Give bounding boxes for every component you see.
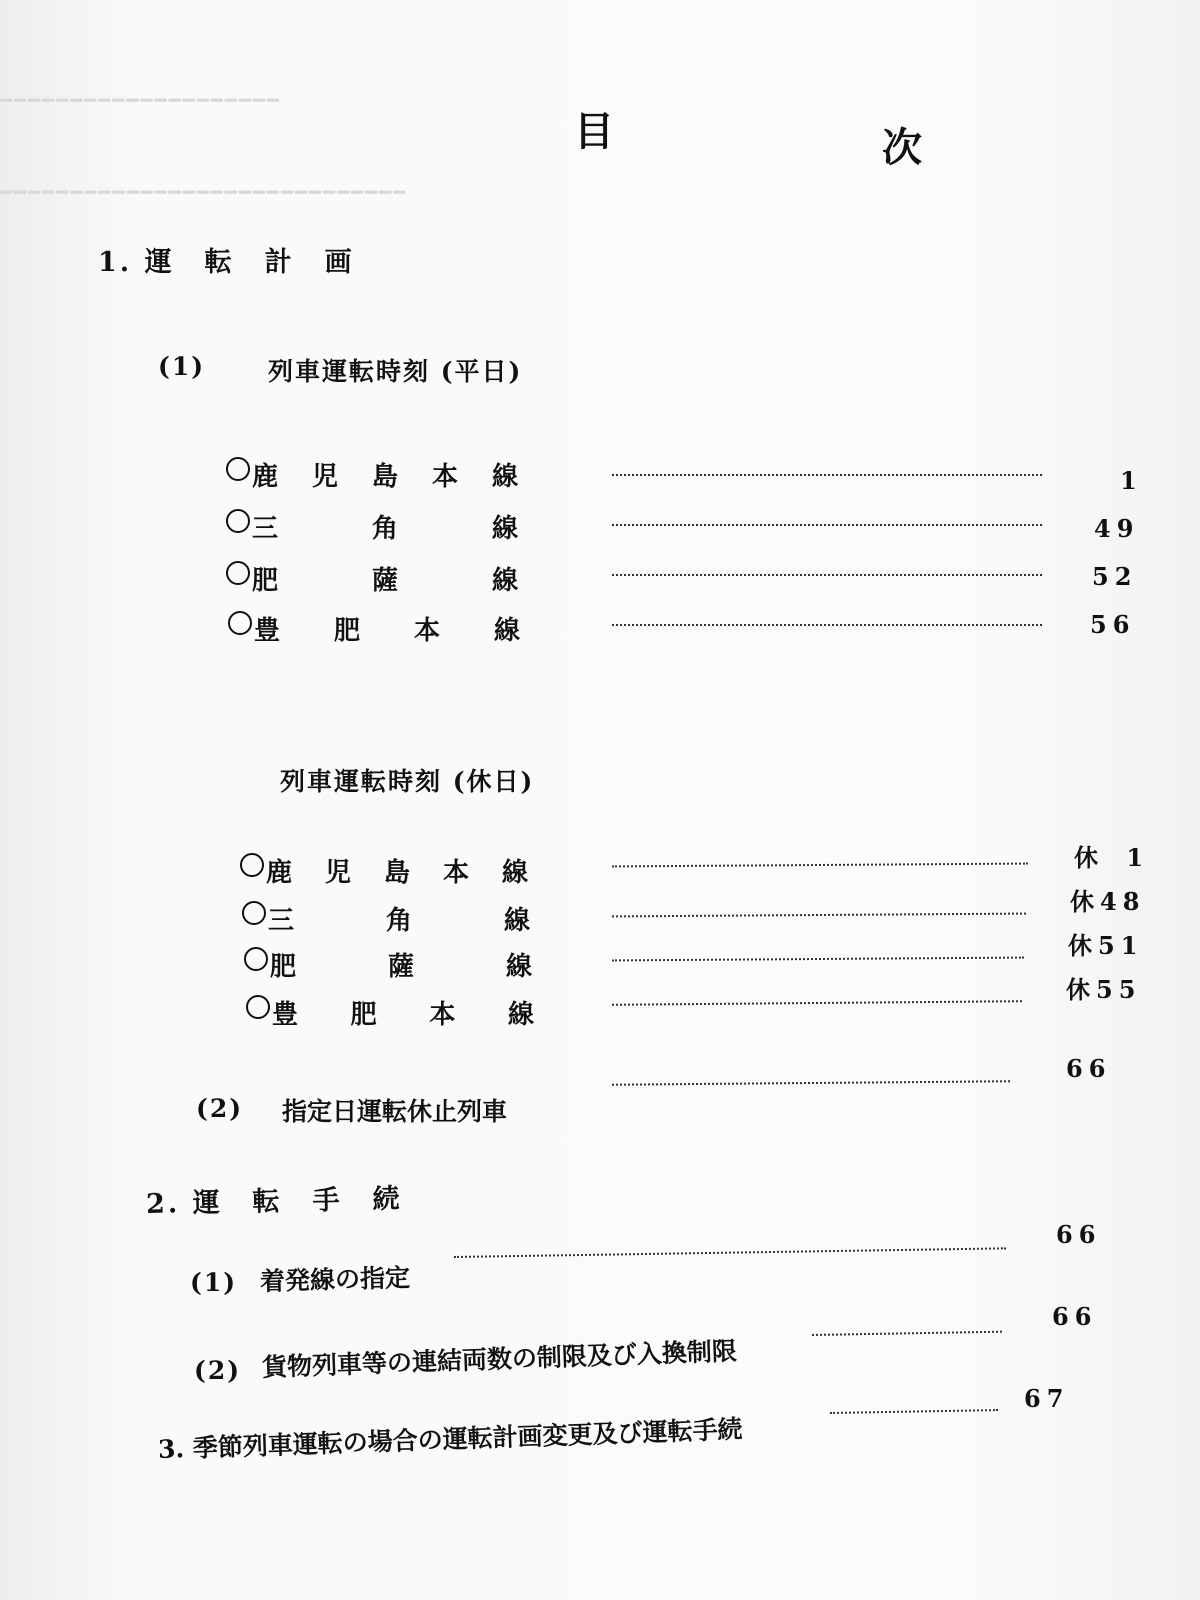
toc-entry-kagoshima-holiday[interactable] (240, 852, 530, 889)
entry-char: 鹿 (252, 462, 279, 492)
page-number: 休 1 (1074, 843, 1154, 872)
toc-entry-misumi-holiday[interactable] (242, 900, 532, 937)
section-1-2-heading: 指定日運転休止列車 (282, 1097, 508, 1126)
bleed-through-text: ━━━━━━━━━━━━━━━━━━━━ (0, 88, 281, 112)
dot-leader (612, 574, 1042, 576)
section-2-2-label: (2) (194, 1356, 242, 1385)
entry-char: 島 (383, 858, 410, 888)
toc-entry-hohi[interactable] (228, 610, 528, 647)
title-left-char: 目 (574, 108, 614, 155)
entry-char: 本 (442, 858, 469, 888)
section-1-1-label: (1) (158, 352, 206, 381)
entry-char: 薩 (387, 952, 414, 982)
page-number: 56 (1090, 610, 1136, 639)
section-1-2-label: (2) (196, 1094, 244, 1123)
circle-bullet-icon (244, 947, 268, 971)
entry-char: 肥 (252, 566, 279, 596)
dot-leader (612, 624, 1042, 626)
entry-char: 角 (385, 906, 412, 936)
dot-leader (612, 957, 1024, 962)
section-2-1-label: (1) (190, 1268, 238, 1297)
entry-char: 本 (429, 1000, 456, 1030)
entry-char: 肥 (350, 1000, 377, 1030)
section-3-heading: 3. 季節列車運転の場合の運転計画変更及び運転手続 (157, 1414, 744, 1464)
entry-char: 線 (503, 906, 530, 936)
dot-leader (454, 1247, 1006, 1258)
page-number: 67 (1024, 1384, 1070, 1413)
entry-char: 本 (413, 616, 440, 646)
dot-leader (612, 1000, 1022, 1006)
circle-bullet-icon (228, 611, 252, 635)
dot-leader (612, 913, 1026, 918)
bleed-through-text: ━━━━━━━━━━━━━━━━━━━━━━━━━━━━━ (0, 180, 408, 204)
title-right-char: 次 (882, 124, 922, 171)
toc-entry-hisatsu[interactable] (226, 560, 526, 597)
toc-entry-hisatsu-holiday[interactable] (244, 946, 534, 983)
entry-char: 肥 (270, 952, 297, 982)
entry-char: 線 (505, 952, 532, 982)
section-2-1-heading: 着発線の指定 (259, 1263, 411, 1296)
entry-char: 線 (501, 858, 528, 888)
dot-leader (830, 1409, 998, 1414)
dot-leader (612, 863, 1028, 868)
dot-leader (612, 524, 1042, 526)
toc-entry-misumi[interactable] (226, 508, 526, 545)
entry-char: 豊 (254, 616, 281, 646)
circle-bullet-icon (226, 457, 250, 481)
entry-char: 薩 (371, 566, 398, 596)
toc-entry-hohi-holiday[interactable] (246, 994, 536, 1031)
page-number: 66 (1056, 1220, 1102, 1249)
section-1-1-heading: 列車運転時刻 (平日) (268, 357, 523, 386)
circle-bullet-icon (226, 561, 250, 585)
toc-entry-kagoshima[interactable] (226, 456, 526, 493)
page-number: 休55 (1066, 975, 1142, 1004)
circle-bullet-icon (226, 509, 250, 533)
page-number: 66 (1066, 1054, 1112, 1083)
entry-char: 豊 (272, 1000, 299, 1030)
entry-char: 線 (507, 1000, 534, 1030)
holiday-heading: 列車運転時刻 (休日) (280, 767, 535, 796)
entry-char: 三 (252, 514, 279, 544)
entry-char: 線 (491, 514, 518, 544)
circle-bullet-icon (240, 853, 264, 877)
dot-leader (612, 1080, 1010, 1085)
dot-leader (812, 1331, 1002, 1336)
section-2-heading: 2. 運 転 手 続 (145, 1183, 403, 1220)
entry-char: 線 (491, 566, 518, 596)
page-number: 休51 (1068, 931, 1144, 960)
dot-leader (612, 474, 1042, 476)
page-number: 52 (1092, 562, 1138, 591)
entry-char: 児 (324, 858, 351, 888)
circle-bullet-icon (246, 995, 270, 1019)
page-number: 49 (1094, 514, 1140, 543)
entry-char: 肥 (333, 616, 360, 646)
entry-char: 線 (493, 616, 520, 646)
entry-char: 本 (431, 462, 458, 492)
entry-char: 島 (371, 462, 398, 492)
entry-char: 角 (371, 514, 398, 544)
circle-bullet-icon (242, 901, 266, 925)
entry-char: 鹿 (266, 858, 293, 888)
page-number: 66 (1052, 1302, 1098, 1331)
entry-char: 児 (311, 462, 338, 492)
section-2-2-heading: 貨物列車等の連結両数の制限及び入換制限 (261, 1336, 738, 1382)
section-1-heading: 1. 運 転 計 画 (98, 247, 355, 278)
entry-char: 線 (491, 462, 518, 492)
entry-char: 三 (268, 906, 295, 936)
page-number: 1 (1120, 466, 1143, 495)
page-number: 休48 (1070, 887, 1146, 916)
